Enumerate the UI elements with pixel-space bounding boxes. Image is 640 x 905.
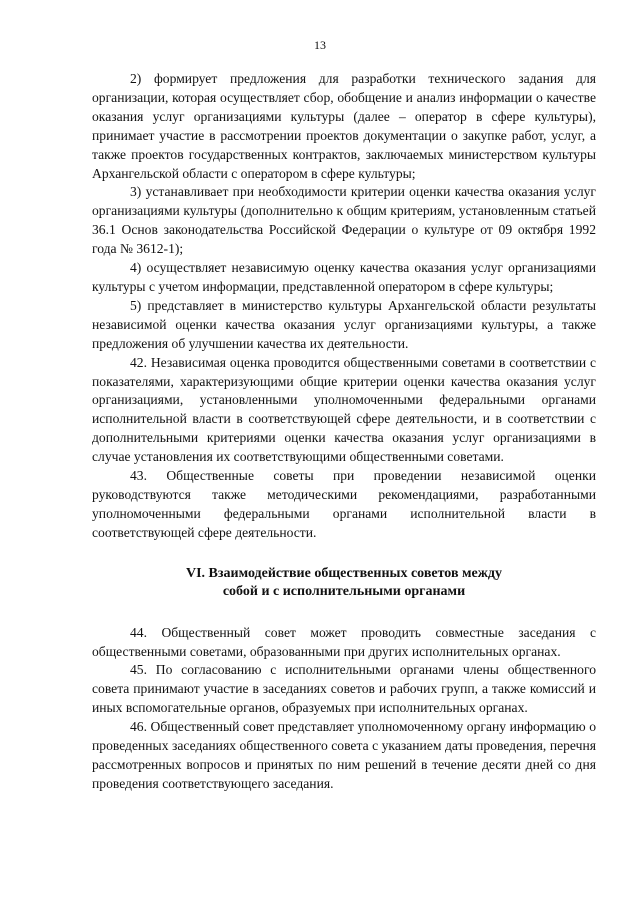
paragraph-item-3: 3) устанавливает при необходимости критерии оценки качества оказания услуг организациями культуры (дополнительно к общим критериям, установленным статьей 36.1 Основ законодательства Российской Федерации о культуре от 09 октября 1992 года № 3612-1); <box>92 184 596 257</box>
paragraph-item-4: 4) осуществляет независимую оценку качества оказания услуг организациями культуры с учетом информации, представленной оператором в сфере культуры; <box>92 260 596 294</box>
paragraph-item-5: 5) представляет в министерство культуры Архангельской области результаты независимой оценки качества оказания услуг организациями культуры, а также предложения об улучшении качества их деятельности. <box>92 297 596 351</box>
paragraph-clause-42: 42. Независимая оценка проводится общественными советами в соответствии с показателями, характеризующими общие критерии оценки качества оказания услуг организациями, установленными уполномоченными федеральными органами исполнительной власти в соответствующей сфере деятельности, и в соответствии с дополнительными критериями оценки качества оказания услуг организациями в случае установления их соответствующими общественными советами. <box>92 354 596 465</box>
paragraph-clause-44: 44. Общественный совет может проводить совместные заседания с общественными советами, образованными при других исполнительных органах. <box>92 624 596 659</box>
paragraph-clause-45: 45. По согласованию с исполнительными органами члены общественного совета принимают участие в заседаниях советов и рабочих групп, а также комиссий и иных вспомогательные органов, образуемых при исполнительных органах. <box>92 662 596 716</box>
paragraph-clause-46: 46. Общественный совет представляет уполномоченному органу информацию о проведенных заседаниях общественного совета с указанием даты проведения, перечня рассмотренных вопросов и принятых по ним решений в течение десяти дней со дня проведения соответствующего заседания. <box>92 719 596 791</box>
section-heading-line-2: собой и с исполнительными органами <box>222 584 466 600</box>
paragraph-item-2: 2) формирует предложения для разработки технического задания для организации, которая осуществляет сбор, обобщение и анализ информации о качестве оказания услуг организациями культуры (далее – оператор в сфере культуры), принимает участие в рассмотрении проектов документации о закупке работ, услуг, а также проектов государственных контрактов, заключаемых министерством культуры Архангельской области с оператором в сфере культуры; <box>92 71 596 181</box>
section-heading <box>92 565 596 602</box>
paragraph-clause-43: 43. Общественные советы при проведении независимой оценки руководствуются также методическими рекомендациями, разработанными уполномоченными федеральными органами исполнительной власти в соответствующей сфере деятельности. <box>92 468 596 540</box>
section-heading-line-1: VI. Взаимодействие общественных советов между <box>186 565 502 581</box>
page-number: 13 <box>314 38 326 52</box>
document-body <box>92 70 596 794</box>
